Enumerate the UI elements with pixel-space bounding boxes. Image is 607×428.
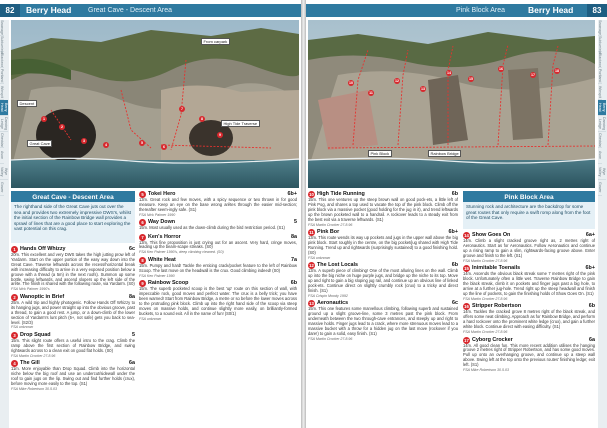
route-first-ascent: FSA unknown [139,316,162,321]
route-number: 7 [139,234,146,241]
route-entry [11,246,135,292]
route-first-ascent: FSA Martin Crocker 27.8.96 [308,336,353,341]
route-marker: 14 [447,71,451,75]
side-tab: Avon [0,148,4,164]
route-name: White Heat [148,256,176,263]
route-number: 8 [139,257,146,264]
side-tab: Winspit [598,84,602,100]
side-tab: Portland [598,68,602,83]
route-first-ascent: FSA Ken Palmer 1990 [139,273,175,278]
page-number: 82 [0,4,20,17]
route-number: 4 [11,360,18,367]
route-entry [11,360,135,391]
route-number: 9 [139,280,146,287]
route-entry [11,332,135,358]
route-number: 12 [309,263,314,269]
route-number: 11 [309,230,314,236]
route-name: Inimitable Toenails [472,265,521,272]
route-grade: 6a+ [585,232,595,238]
right-col-1 [308,191,458,426]
route-first-ascent: FSA Martin Crocker 27.8.96 [463,296,508,301]
route-marker: 12 [395,79,399,83]
crag-name: Berry Head [528,5,574,15]
route-grade: 7a [291,256,297,263]
route-name: Stripper Robertson [472,303,522,310]
route-grade: 8a [291,233,297,240]
side-tab: Berry Head [598,100,606,116]
route-description: 15m. This one features some marvellous climbing, following superb and sustained ground up a slight groove-line, some 3 metres past the pink block. From underneath between the two through-cave entrances, and steeply up and right to massive holds. Finger jugs lead to a crack, where more strenuous moves lead to a massive bucket with a throw for a hidden jug on the last move (rockover if you dare!) to gain a solid, easy finish. (S1) [308,306,458,336]
route-marker: 4 [105,143,107,147]
route-marker: 5 [141,141,143,145]
route-marker: 18 [555,69,559,73]
route-marker: 9 [219,133,221,137]
route-description: 14m. All good clean fun. This more recent addition utilises the hanging groove 2 metres right of Stripper Robertson, and has some good moves. Pull up onto an overhanging groove, and continue up a steep wall above. Swing left at the top onto the previous routes' finishing ledge; exit left. (S1) [463,342,595,368]
route-entry [308,229,458,260]
route-first-ascent: FSA Crispin Moody 1992 [308,293,348,298]
pink-block-title: Pink Block Area [463,193,595,202]
route-first-ascent: FSA Nick Palmer 1990's [11,287,50,292]
route-grade: 6b+ [448,229,458,236]
route-marker: 2 [61,125,63,129]
side-tab: Subluminal [0,36,4,54]
route-description: 14m. Climb a slight cracked groove right as, 2 metres right of Aeronautics. Start as for Aeronautics. Follow Aeronautics and continue up a rising ramp to gain a slim, rightwards-facing groove above. Enter groove and finish to the left. (S1) [463,238,595,258]
route-name: High Tide Running [317,191,365,197]
side-tab: Wye Valley [598,164,606,180]
route-grade: 6c [452,300,458,307]
pink-block-box [463,191,595,229]
crag-photo-left-image [11,20,299,188]
route-entry [463,337,595,373]
route-description: 15m. This slight route offers a useful intro to the crag. Climb the ramp above the first section of Rainbow Bridge, and swing rightwards across to a clean exit on good flat holds. (S0) [11,338,135,353]
side-tab: Blacknor [0,52,4,67]
route-number: 10 [309,192,314,197]
route-description: 13m. Great rock and few moves, with a spicy sequence or two thrown in for good measure. Keep an eye on the base wrong arêtes through the easier mid-section; thereafter seem-ingly safe. (S1) [139,197,297,212]
route-name: Ken's Horror [148,233,181,240]
label-high-tide-traverse: High Tide Traverse [221,120,260,127]
area-name: Great Cave - Descent Area [88,7,173,14]
route-description: 13m. This fine proposition is just crying out for an ascent. Very hard, cringe moves, leading up the beam-scape streaks. (S0) [139,239,297,250]
route-marker: 6 [163,145,165,149]
right-header [306,4,607,17]
crag-photo-left [11,20,299,188]
label-descent: Descent [17,100,37,107]
route-entry [139,257,297,278]
route-first-ascent: FSA Martin Crocker 27.8.96 [11,353,56,358]
route-grade: 6b [451,262,458,269]
left-col-1 [11,246,135,426]
route-marker: 3 [83,139,85,143]
route-description: 11m. More enjoyable than Drop Squad. Climb into the horizontal niche below the big roof and use an undercut/sidewall under the roof to gain jugs on the lip. Swing out and find further holds (crux), before moving more easily to the top. (S1) [11,366,135,387]
route-first-ascent: FSA Mike Robertson 30.5.03 [463,368,510,373]
route-grade: 6a [129,360,135,367]
route-marker: 11 [369,91,373,95]
route-entry [139,234,297,255]
side-tab: Portland [0,68,4,83]
route-entry [139,219,297,231]
route-description: 15m. The superb pocketed scoop is the best 'up' route on this section of wall, with impeccable rock, good moves and perfect water. The crux is a belly trick; you have been warned! Start from Rainbow Bridge, a metre or so before the lower moves across to the protruding pink block. Climb up into the right hand side of the scoop via steep moves on massive holds, and continue slightly more easily, on brilliantly-formed buckets, to a sound exit. All in the name of fun! (S0/1) [139,286,297,316]
label-pink-block: Pink Block [368,150,392,157]
route-number: 6 [139,219,146,226]
route-number: 17 [464,337,469,343]
route-name: Show Goes On [472,232,511,238]
route-grade: 5 [294,219,297,226]
side-tab: Dancing Ledge [598,116,606,131]
route-marker: 8 [201,117,203,121]
area-name: Pink Block Area [456,7,506,14]
route-number: 14 [464,233,469,238]
great-cave-box [11,191,135,243]
side-tab: Blacknor [598,52,602,67]
route-name: Wanoptic in Brief [20,293,65,300]
left-col-2 [139,191,297,426]
label-from-carpark: From carpark [201,38,230,45]
route-name: The Gill [20,360,40,367]
crag-name: Berry Head [26,5,72,15]
side-tab: Swanage [598,20,602,35]
route-name: Aeronautics [317,300,349,307]
route-first-ascent: FSA Ken Palmer 1990's, deep climbing cleaned. (S0) [139,250,224,255]
route-name: Hands Off Whizzy [20,246,66,252]
route-first-ascent: FSA Martin Crocker 27.8.96 [308,222,353,227]
route-description: 14m. Ascends the obvious black streak some 7 metres right of the pink block. Unfortunately often a little wet. Traverse Rainbow Bridge to gain the black streak, climb it on pockets and finger jugs past a big hole, to arrive at a further jug-hole. Trend right up the steep headwall and finish up the line of pockets, to gain the finishing holds of Show Goes On. (S1) [463,271,595,296]
side-tab: Dancing Ledge [0,116,8,131]
route-marker: 16 [499,67,503,71]
route-description: 13m. This route wends its way up pockets and jugs in the upper wall above the big pink block. Start roughly in the centre, on the big pocket/jug shared with High Tide Running. Trend up and rightwards (surprisingly sustained) to a good finishing hold. (S0) [308,235,458,255]
route-marker: 1 [43,117,45,121]
route-first-ascent: FSA Nick Palmer 1990 [139,212,176,217]
route-number: 15 [464,266,469,272]
route-description: 15m. Most usually used as the down-climb during the bird restriction period. (S1) [139,225,285,231]
route-grade: 6a [589,336,595,343]
route-name: Rainbow Scoop [148,280,189,287]
route-grade: 6b [588,303,595,310]
route-entry [139,191,297,217]
route-description: 15m. Pumpy and hard! Tackle the enticing crack/pocket feature to the left of Rainbow Scoop. The last move on the headwall is the crux. Good climbing indeed! (S0) [139,262,297,273]
side-tab: Winspit [0,84,4,100]
side-tab: Wye Valley [0,164,8,180]
route-number: 5 [139,191,146,198]
route-name: Way Down [148,219,176,226]
route-grade: 6b+ [287,191,297,197]
route-name: Drop Squad [20,332,51,339]
route-description: 13m. A superb piece of climbing! One of the most alluring lines on the wall. Climb up into the big niche on huge purple jugs, and bridge up the niche to its top. Move up and right to gain a big sloping jug rail, and continue up an obvious line of linked pock-ets. Continue direct on slightly crumbly rock (crux) to a tricky and direct finish. (S1) [308,268,458,293]
route-name: The Lost Locals [317,262,359,269]
route-description: 15m. This one ventures up the steep brown wall on good pock-ets, a little left of Pink Pog, and shares a top used to vacate the top of the pink block. Climb off the pink block via a massive pocket (good holding for the jug in it), and trend leftwards up the brown pocketed wall to a handrail. A rockover leads to a steady exit from the best exit via a traverse leftwards. (S1) [308,197,458,222]
route-marker: 13 [421,87,425,91]
route-number: 3 [11,332,18,339]
route-number: 13 [309,301,314,307]
route-marker: 15 [469,77,473,81]
right-page [306,0,607,428]
crag-photo-right [308,20,595,188]
great-cave-text: The righthand side of the Great Cave juts out over the sea and provides two extremely impressive DWS's, whilst the initial section of the Rainbow Bridge wall provides a sprawl of lines that are a good place to start exploring the vast potential on this crag. [14,204,132,232]
great-cave-title: Great Cave - Descent Area [11,193,135,202]
route-grade: 6c [129,246,135,252]
pink-block-text: Stunning rock and architecture are the backdrop for some great routes that only require a swift romp along from the foot of the Great Cave. [466,204,591,221]
route-grade: 5 [132,332,135,339]
route-description: 25m. A wild trip and highly photogenic. Follow Hands Off Whizzy to its hanging jugs, and power straight up into the obvious groove, past a thread, to gain a good rest. A jump, or a down-climb of the lower section of Yardarm's lunt pitch (5+, not safe) gets you back to sea-level. (S2/3) [11,299,135,325]
label-great-cave: Great Cave [27,140,52,147]
route-name: Cyborg Crocker [472,336,513,343]
side-tab: Swanage [0,20,4,35]
side-tab: Gower [0,180,4,196]
side-tab: Cheddar [598,132,602,147]
route-grade: 6b [290,280,297,287]
route-first-ascent: FSA Martin Crocker 27.8.96 [463,258,508,263]
route-name: Tokei Hero [148,191,176,197]
route-entry [308,191,458,227]
route-first-ascent: FSA unknown [11,325,34,330]
side-tab: Subluminal [598,36,602,54]
route-marker: 17 [531,73,535,77]
route-grade: 6b+ [585,265,595,272]
route-number: 16 [464,304,469,310]
route-entry [308,300,458,341]
route-first-ascent: FSA Martin Crocker 27.8.96 [463,329,508,334]
route-entry [463,265,595,301]
route-entry [11,294,135,330]
side-tab: Gower [598,180,602,196]
route-entry [139,280,297,321]
route-description: 14m. Tackles the cracked grove 8 metres right of the black streak, and offers some neat climbing. Approach as for Rainbow Bridge, and perform a hard rockover onto the prominent white ledge (crux), and gain a further white block. Continue direct with easing difficulty. (S1) [463,309,595,330]
page-number: 83 [587,4,607,17]
right-col-2 [463,232,595,426]
route-marker: 10 [349,81,353,85]
left-header [0,4,301,17]
side-tab: Berry Head [0,100,8,116]
right-side-tabs [598,20,607,428]
left-side-tabs [0,20,9,428]
route-number: 1 [11,246,18,253]
route-grade: 8a [129,293,135,300]
route-name: Pink Bor [317,229,340,236]
side-tab: Cheddar [0,132,4,147]
side-tab: Avon [598,148,602,164]
crag-photo-right-image [308,20,595,188]
left-page [0,0,301,428]
label-rainbow-bridge: Rainbow Bridge [428,150,461,157]
route-entry [463,303,595,334]
route-description: 20m. This excellent and very DWS takes the high jutting prow left of Yardarm. Start on the upper portion of the easy way down into the Great Cave. Traverse leftwards across the recess/horizontal break with increasing difficulty to arrive in a very exposed position below a groove with a thread (a 5m) in the next roofs). Summon up some bottle, swing leftwards, and ascend slopers up the left side of the arête. The finish is shared with the following route, via Yardarm. (S0) [11,252,135,287]
route-entry [463,232,595,263]
route-entry [308,262,458,298]
route-grade: 6b [451,191,458,197]
route-number: 2 [11,294,18,301]
route-first-ascent: FSA unknown [308,255,331,260]
route-marker: 7 [181,107,183,111]
route-first-ascent: FSA Mike Robertson 30.5.03 [11,387,58,391]
